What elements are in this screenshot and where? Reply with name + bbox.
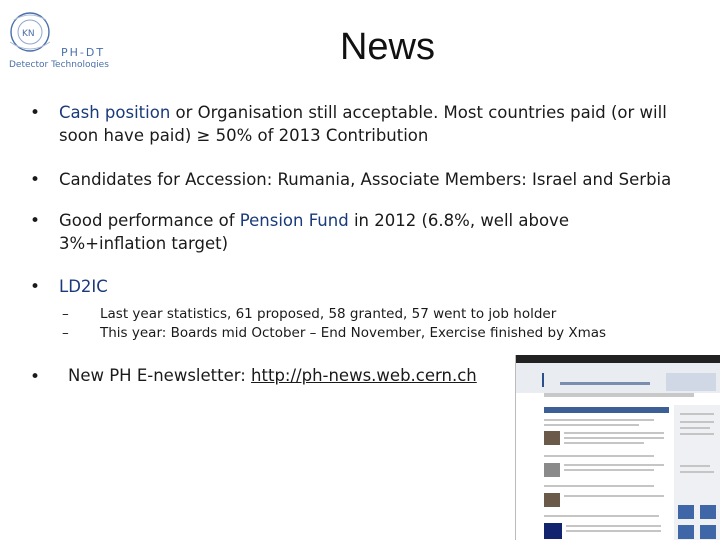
thumbnail-line — [564, 495, 664, 497]
svg-text:KN: KN — [22, 29, 35, 39]
thumbnail-photo — [544, 431, 560, 445]
bullet-marker: • — [30, 211, 41, 231]
thumbnail-banner-mark — [542, 373, 544, 387]
thumbnail-line — [564, 464, 664, 466]
bullet-cash-position — [59, 101, 679, 147]
bullet-marker: • — [30, 277, 41, 297]
dash-marker: – — [62, 306, 69, 322]
thumbnail-banner — [516, 363, 720, 393]
thumbnail-line — [680, 421, 714, 423]
thumbnail-nav — [544, 393, 694, 397]
bullet-marker: • — [30, 367, 41, 387]
thumbnail-line — [544, 485, 654, 487]
bullet-text: Good performance of — [59, 211, 240, 230]
thumbnail-line — [680, 465, 710, 467]
svg-text:PH-DT: PH-DT — [61, 46, 106, 59]
dash-marker: – — [62, 325, 69, 341]
newsletter-link[interactable]: http://ph-news.web.cern.ch — [251, 366, 477, 385]
bullet-newsletter — [68, 364, 508, 387]
thumbnail-line — [566, 530, 661, 532]
thumbnail-line — [566, 525, 661, 527]
bullet-text: in 2012 (6.8%, well above 3%+inflation target) — [59, 211, 569, 253]
thumbnail-banner-logo — [666, 373, 716, 391]
bullet-accession: Candidates for Accession: Rumania, Associate Members: Israel and Serbia — [59, 170, 672, 189]
pension-fund-label: Pension Fund — [239, 211, 349, 230]
bullet-text: or Organisation still acceptable. Most countries paid (or will soon have paid) ≥ 50% of 2013 Contribution — [59, 103, 667, 145]
thumbnail-photo — [544, 463, 560, 477]
thumbnail-tile — [700, 525, 716, 539]
svg-text:Detector Technologies: Detector Technologies — [9, 60, 109, 68]
ld2ic-subitem: Last year statistics, 61 proposed, 58 granted, 57 went to job holder — [100, 306, 557, 322]
thumbnail-line — [680, 427, 710, 429]
thumbnail-sidebar — [674, 405, 720, 540]
thumbnail-main-column — [544, 405, 669, 540]
thumbnail-line — [564, 437, 664, 439]
thumbnail-tile — [678, 505, 694, 519]
newsletter-screenshot-icon — [515, 355, 720, 540]
thumbnail-section-header — [544, 407, 669, 413]
bullet-ld2ic: LD2IC — [59, 277, 108, 296]
bullet-pension-fund — [59, 209, 679, 255]
thumbnail-line — [544, 515, 659, 517]
thumbnail-tile — [700, 505, 716, 519]
page-title: News — [339, 26, 436, 68]
thumbnail-banner-title — [560, 382, 650, 385]
thumbnail-photo — [544, 523, 562, 539]
bullet-marker: • — [30, 170, 41, 190]
thumbnail-line — [564, 442, 644, 444]
cash-position-label: Cash position — [59, 103, 171, 122]
thumbnail-line — [680, 471, 714, 473]
thumbnail-line — [544, 419, 654, 421]
thumbnail-line — [544, 455, 654, 457]
thumbnail-line — [680, 433, 714, 435]
ld2ic-subitem: This year: Boards mid October – End November, Exercise finished by Xmas — [100, 325, 607, 341]
thumbnail-line — [564, 469, 654, 471]
thumbnail-topbar — [516, 355, 720, 363]
thumbnail-line — [680, 413, 714, 415]
thumbnail-tile — [678, 525, 694, 539]
bullet-marker: • — [30, 103, 41, 123]
thumbnail-line — [544, 424, 639, 426]
thumbnail-photo — [544, 493, 560, 507]
bullet-text: New PH E-newsletter: — [68, 366, 252, 385]
thumbnail-line — [564, 432, 664, 434]
